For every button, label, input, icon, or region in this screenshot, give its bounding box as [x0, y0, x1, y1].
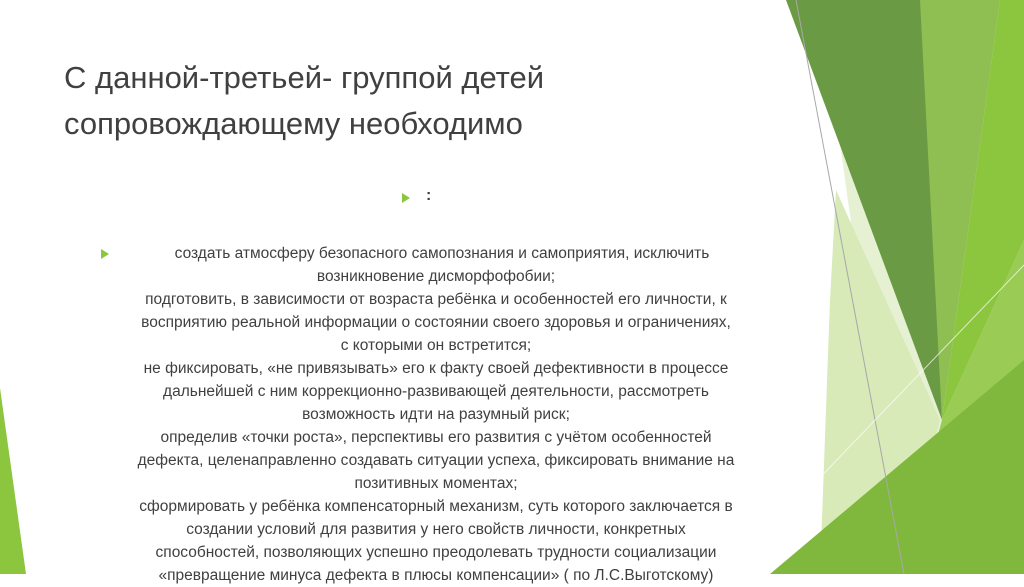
bullet-arrow-icon — [402, 193, 410, 203]
content-line: возникновение дисморфофобии; — [316, 268, 556, 285]
slide-body — [86, 180, 786, 587]
content-line: подготовить, в зависимости от возраста ребёнка и особенностей его личности, к — [145, 291, 727, 308]
content-line: не фиксировать, «не привязывать» его к факту своей дефективности в процессе — [143, 360, 729, 377]
content-line: «превращение минуса дефекта в плюсы компенсации» ( по Л.С.Выготскому) — [158, 567, 714, 584]
content-line: позитивных моментах; — [354, 475, 518, 492]
content-line: восприятию реальной информации о состоянии своего здоровья и ограничениях, — [141, 314, 731, 331]
content-line: создать атмосферу безопасного самопознания и самоприятия, исключить — [174, 245, 710, 262]
content-line: дефекта, целенаправленно создавать ситуации успеха, фиксировать внимание на — [137, 452, 735, 469]
slide-title — [64, 55, 704, 147]
content-line: создании условий для развития у него свойств личности, конкретных — [186, 521, 686, 538]
intro-bullet-text: : — [426, 187, 432, 204]
content-line: способностей, позволяющих успешно преодолевать трудности социализации — [155, 544, 717, 561]
content-line: дальнейшей с ним коррекционно-развивающей деятельности, рассмотреть — [163, 383, 709, 400]
content-line: возможность идти на разумный риск; — [302, 406, 570, 423]
title-line-1: С данной-третьей- группой детей — [64, 60, 545, 95]
content-line: сформировать у ребёнка компенсаторный механизм, суть которого заключается в — [139, 498, 733, 515]
content-line: определив «точки роста», перспективы его развития с учётом особенностей — [160, 429, 712, 446]
content-line: с которыми он встретится; — [340, 337, 532, 354]
title-line-2: сопровождающему необходимо — [64, 106, 523, 141]
content-bullet — [86, 242, 786, 587]
left-green-wedge — [0, 388, 26, 574]
intro-bullet — [86, 180, 786, 216]
bullet-arrow-icon — [101, 249, 109, 259]
